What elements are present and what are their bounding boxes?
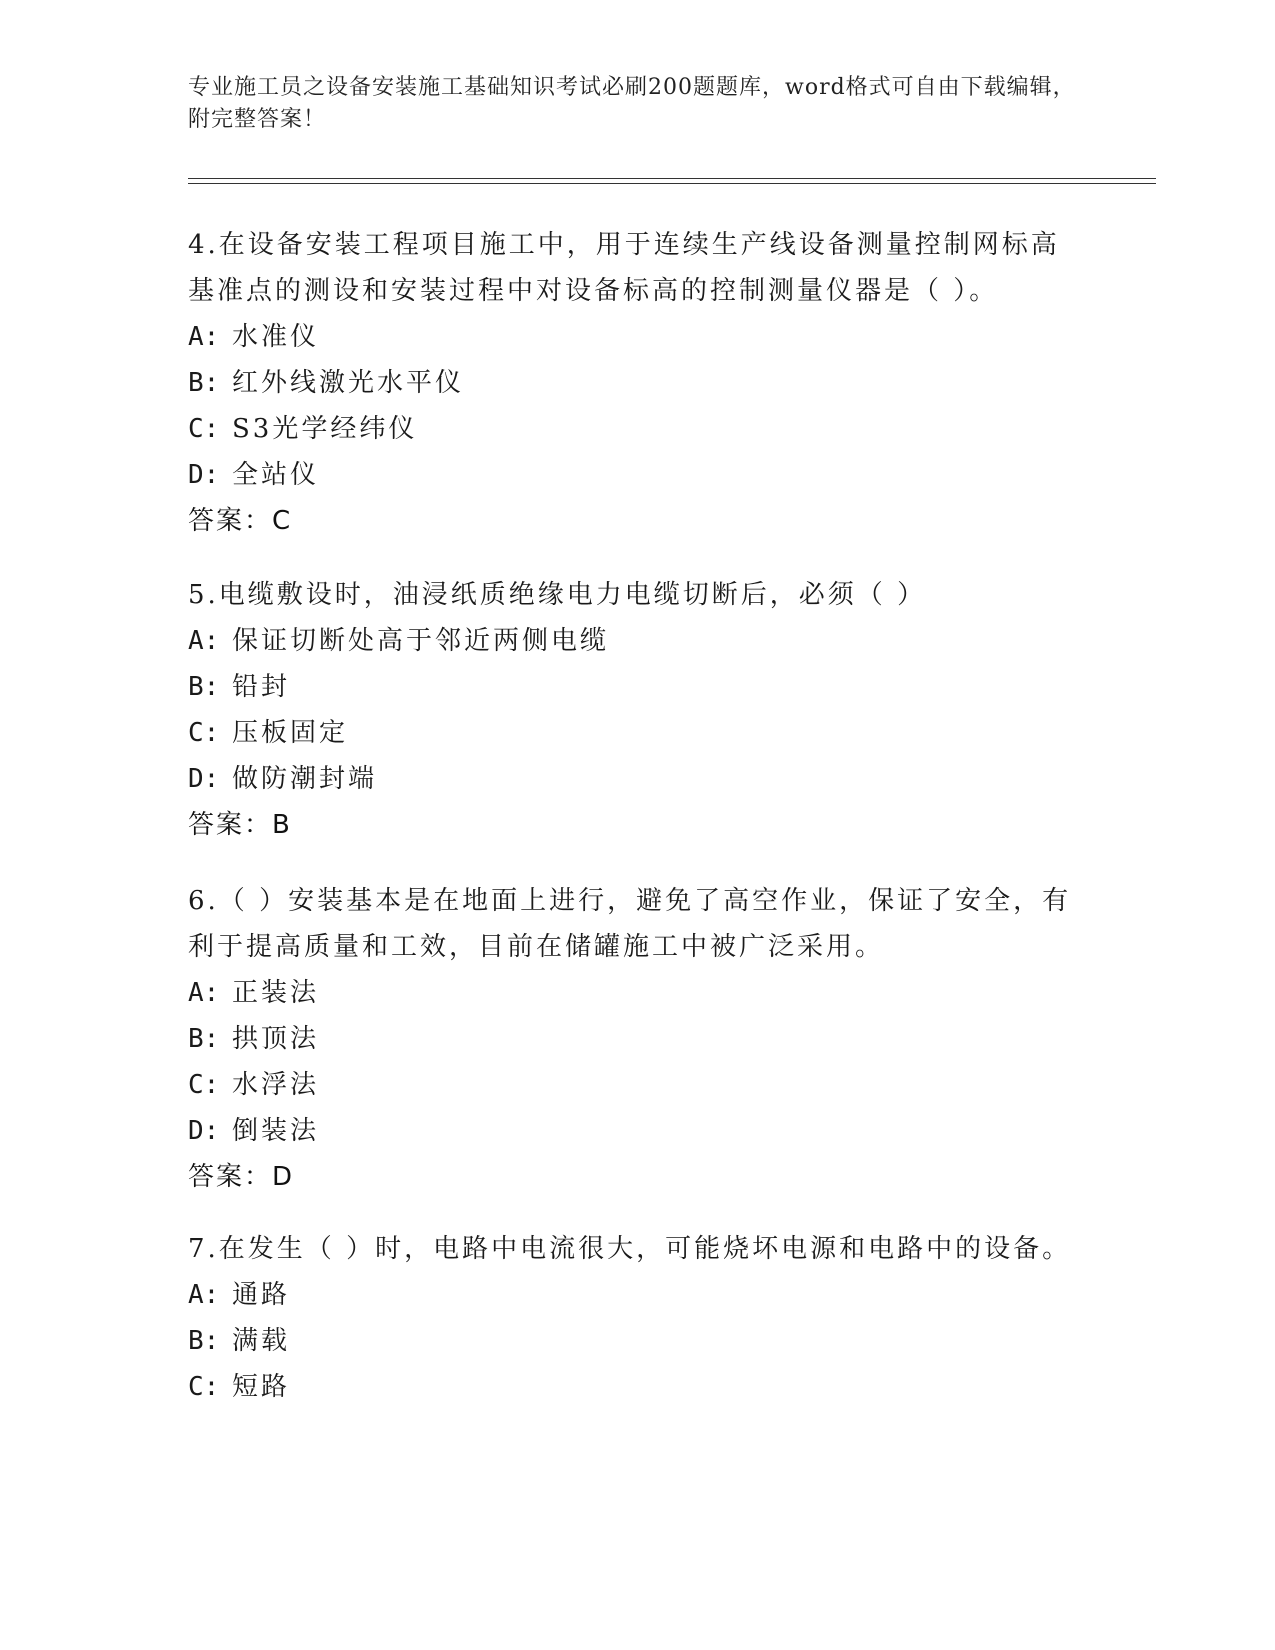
question-stem: 4.在设备安装工程项目施工中，用于连续生产线设备测量控制网标高基准点的测设和安装过程中对设备标高的控制测量仪器是（ ）。 xyxy=(188,230,1060,306)
option-text: 水浮法 xyxy=(232,1070,320,1100)
option-key: B: xyxy=(188,672,220,702)
option-text: 满载 xyxy=(232,1326,291,1356)
option-c xyxy=(188,406,1088,452)
option-key: A: xyxy=(188,978,220,1008)
option-text: 短路 xyxy=(232,1372,291,1402)
option-key: C: xyxy=(188,1070,220,1100)
option-key: A: xyxy=(188,1280,220,1310)
option-key: C: xyxy=(188,414,220,444)
option-key: B: xyxy=(188,368,220,398)
question-stem: 5.电缆敷设时，油浸纸质绝缘电力电缆切断后，必须（ ） xyxy=(188,580,927,610)
option-key: D: xyxy=(188,1116,220,1146)
document-header-title: 专业施工员之设备安装施工基础知识考试必刷200题题库，word格式可自由下载编辑，附完整答案！ xyxy=(188,75,1076,132)
option-c xyxy=(188,1364,1088,1410)
option-text: S3光学经纬仪 xyxy=(232,414,418,444)
answer-line: 答案：B xyxy=(188,810,292,840)
option-a xyxy=(188,1272,1088,1318)
option-key: B: xyxy=(188,1326,220,1356)
answer-line: 答案：D xyxy=(188,1162,295,1192)
option-b xyxy=(188,1016,1088,1062)
question-6 xyxy=(188,878,1088,1200)
option-b xyxy=(188,1318,1088,1364)
question-stem: 6.（ ）安装基本是在地面上进行，避免了高空作业，保证了安全，有利于提高质量和工效，目前在储罐施工中被广泛采用。 xyxy=(188,886,1072,962)
option-key: D: xyxy=(188,764,220,794)
option-text: 水准仪 xyxy=(232,322,320,352)
question-stem: 7.在发生（ ）时，电路中电流很大，可能烧坏电源和电路中的设备。 xyxy=(188,1234,1072,1264)
option-d xyxy=(188,452,1088,498)
option-text: 通路 xyxy=(232,1280,291,1310)
option-key: A: xyxy=(188,322,220,352)
option-b xyxy=(188,360,1088,406)
option-key: A: xyxy=(188,626,220,656)
option-text: 全站仪 xyxy=(232,460,320,490)
option-a xyxy=(188,970,1088,1016)
option-d xyxy=(188,756,1088,802)
option-text: 拱顶法 xyxy=(232,1024,320,1054)
question-4 xyxy=(188,222,1088,544)
question-7 xyxy=(188,1226,1088,1410)
option-text: 保证切断处高于邻近两侧电缆 xyxy=(232,626,610,656)
option-text: 铅封 xyxy=(232,672,291,702)
answer-line: 答案：C xyxy=(188,506,293,536)
option-key: C: xyxy=(188,1372,220,1402)
option-d xyxy=(188,1108,1088,1154)
option-key: C: xyxy=(188,718,220,748)
option-text: 压板固定 xyxy=(232,718,349,748)
option-c xyxy=(188,1062,1088,1108)
option-text: 倒装法 xyxy=(232,1116,320,1146)
option-text: 红外线激光水平仪 xyxy=(232,368,465,398)
option-a xyxy=(188,618,1088,664)
option-key: B: xyxy=(188,1024,220,1054)
option-key: D: xyxy=(188,460,220,490)
option-text: 正装法 xyxy=(232,978,320,1008)
option-b xyxy=(188,664,1088,710)
option-c xyxy=(188,710,1088,756)
option-text: 做防潮封端 xyxy=(232,764,378,794)
question-5 xyxy=(188,572,1088,848)
option-a xyxy=(188,314,1088,360)
header-double-rule xyxy=(188,178,1156,184)
